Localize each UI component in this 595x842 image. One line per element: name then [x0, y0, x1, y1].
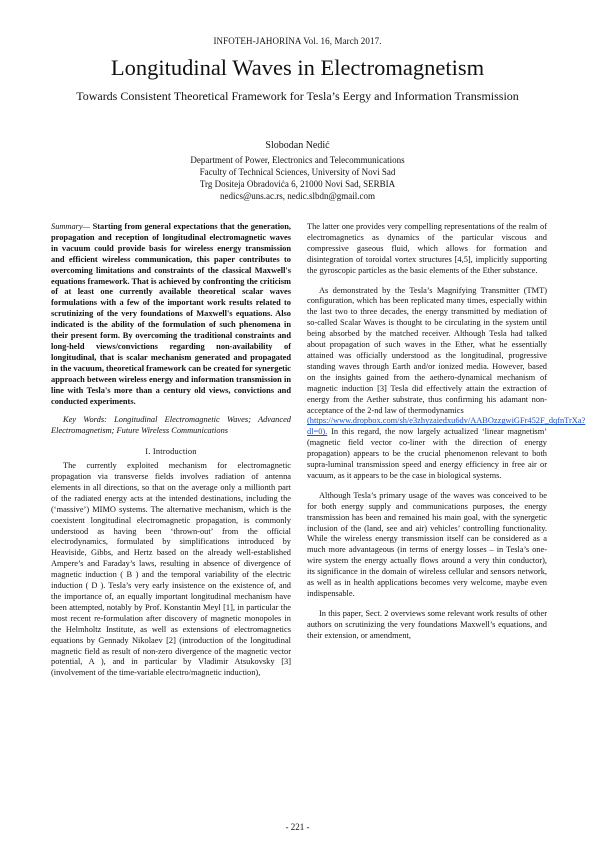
author-email: nedics@uns.ac.rs, nedic.slbdn@gmail.com	[219, 191, 376, 201]
journal-header: INFOTEH-JAHORINA Vol. 16, March 2017.	[213, 36, 382, 46]
abstract-text: Starting from general expectations that the generation, propagation and reception of longitudinal electromagnetic waves in vacuum could provide basis for wireless energy transmission and efficient wireless communication, this paper contributes to overcoming limitations and constraints of the classical Maxwell's equations framework. That is achieved by confronting the criticism of at least one currently available theoretical scalar waves formulations with a few of the important work results related to scrutinizing of the very foundations of Maxwell's equations. Also indicated is the ability of the formulation of such phenomena in their present form. By overcoming the traditional constraints and long-held views/convictions regarding non-availability of longitudinal, that is scalar mechanism generated and propagated in the vacuum, theoretical framework can be created for synergetic approach between wireless energy and information transmission in line with Tesla's more than a century old views, convictions and conducted experiments.	[51, 222, 291, 406]
page-number: - 221 -	[285, 822, 310, 832]
author-name: Slobodan Nedić	[265, 140, 330, 151]
dropbox-link[interactable]: (https://www.dropbox.com/sh/e3zhyzaiedxu6dv/AABOzzgwiGFr452F_dqfnTrXa?dl=0).	[307, 416, 586, 437]
section-heading: I. Introduction	[145, 447, 197, 457]
paper-title: Longitudinal Waves in Electromagnetism	[110, 55, 485, 80]
paragraph-continuation: In this regard, the now largely actualized ‘linear magnetism’ (magnetic field vector co-liner with the direction of energy propagation) appears to be the crucial phenomenon relevant to both supra-luminal transmission speed and energy efficiency in free air or vacuum, as it appears to be the case in biological systems.	[307, 427, 547, 480]
affiliation-line: Trg Dositeja Obradovića 6, 21000 Novi Sad, SERBIA	[199, 179, 396, 189]
paragraph: The currently exploited mechanism for electromagnetic propagation via transverse fields involves radiation of antenna elements in all directions, so that on the average only a millionth part of the radiated energy acts at the intended destinations, including the (‘massive’) MIMO systems. The alternative mechanism, which is the coexistent longitudinal electromagnetic propagation, is commonly understood as having been ‘thrown-out’ from the official electrodynamics, formulated by simplifications introduced by Heaviside, Gibbs, and Hertz based on the already well-established Ampere’s and Faraday’s laws, resulting in absence of divergence of magnetic induction ( B ) and the temporal variability of the electric induction ( D ). Tesla’s very early insistence on the existence of, and the importance of, an equally important longitudinal mechanism have been attempted, notably by Prof. Konstantin Meyl [1], in particular the most recent re-formulation after discovery of magnetic monopoles in the Helmholtz Institute, as well as extensions of electromagnetics equations by Gennady Nikolaev [2] (introduction of the longitudinal magnetic field as result of non-zero divergence of the magnetic vector potential, A ), and in particular by Vladimir Atsukovsky [3] (involvement of the time-variable electro/magnetic induction),	[51, 461, 291, 678]
affiliation-line: Faculty of Technical Sciences, University of Novi Sad	[199, 167, 396, 177]
paragraph: As demonstrated by the Tesla’s Magnifying Transmitter (TMT) configuration, which has been replicated many times, especially within the last two to three decades, the energy transmitted by mediation of so-called Scalar Waves is thought to be circulating in the system until being absorbed by the matched receiver. Although Tesla had talked about propagation of such waves in the Ether, what he essentially attained was officially understood as the longitudinal, progressive standing waves through Earth and/or ionized media. However, based on the insights gained from the aethero-dynamical mechanism of magnetic induction [3] Tesla did effectively attain the extraction of energy from the Aether substrate, thus confirming his adamant non-acceptance of the 2-nd law of thermodynamics	[307, 285, 547, 415]
keywords	[51, 415, 291, 437]
keywords-text: Longitudinal Electromagnetic Waves; Advanced Electromagnetism; Future Wireless Communications	[51, 415, 291, 436]
paragraph: The latter one provides very compelling representations of the realm of electromagnetics as dynamics of the particular viscous and compressive gaseous fluid, which allows for formation and disintegration of toroidal vortex structures [4,5], implicitly supporting the gyroscopic particles as the basic elements of the Ether substance.	[307, 222, 547, 275]
affiliation-line: Department of Power, Electronics and Telecommunications	[190, 155, 405, 165]
paragraph: Although Tesla’s primary usage of the waves was conceived to be for both energy supply and communications purposes, the energy transmission has been and remained his main goal, with the synergetic inclusion of the (land, see and air) vehicles’ controlling functionality. While the wireless energy transmission itself can be considered as a much more advantageous (in terms of energy losses – in Tesla’s one-wire system the energy actually flows around a very thin conductor), its significance in the domain of wireless cellular and sensors network, as well as in health applications becomes very welcome, maybe even indispensable.	[307, 490, 547, 598]
abstract	[51, 222, 291, 407]
abstract-lead: Summary—	[51, 222, 91, 231]
keywords-label: Key Words:	[63, 415, 107, 425]
left-column	[51, 222, 291, 679]
paragraph-with-link	[307, 416, 586, 481]
paper-subtitle: Towards Consistent Theoretical Framework for Tesla’s Eergy and Information Transmission	[76, 89, 519, 103]
right-column	[307, 222, 586, 642]
paragraph: In this paper, Sect. 2 overviews some relevant work results of other authors on scrutinizing the very foundations Maxwell’s equations, and their extension, or amendment,	[307, 608, 547, 640]
author-affiliation	[0, 154, 595, 202]
